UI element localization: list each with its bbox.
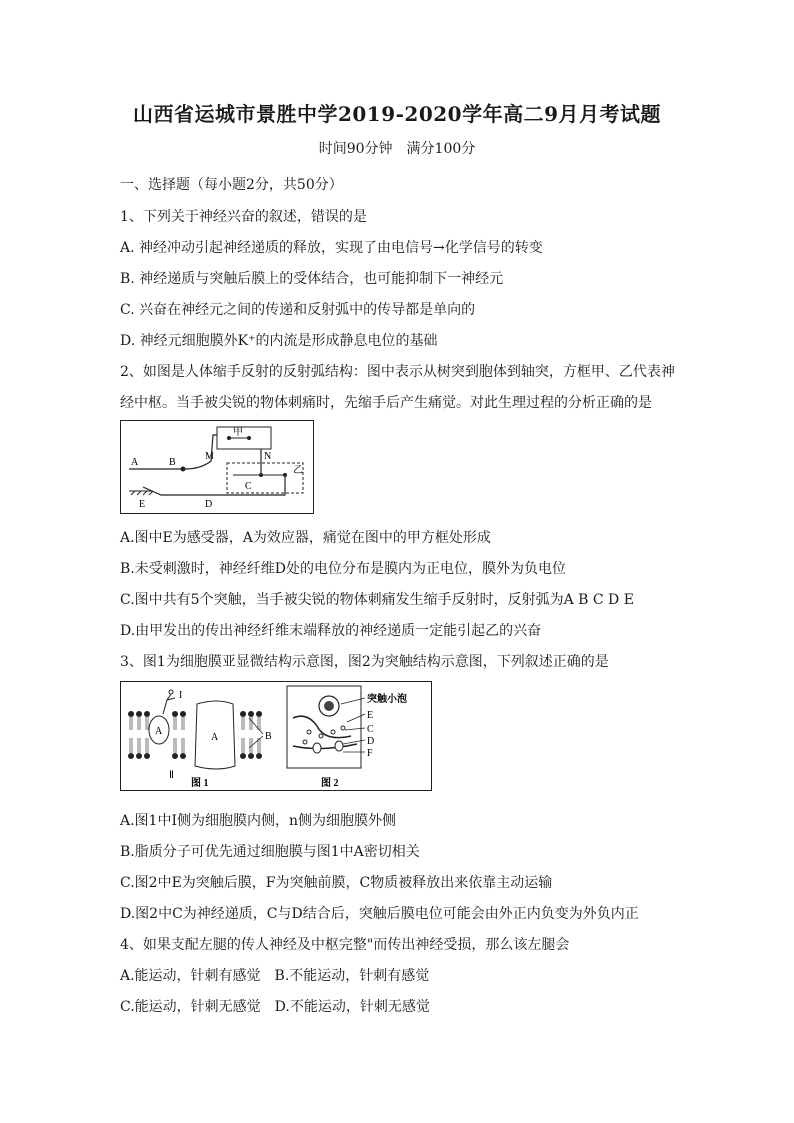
lipid-head-inner [180, 753, 186, 759]
lipid-tail-outer [182, 717, 184, 730]
label-b: B [169, 457, 176, 468]
fig1-label-a-small: A [155, 726, 163, 737]
lipid-head-outer [172, 711, 178, 717]
fig1-label-i: I [179, 690, 183, 701]
section-heading: 一、选择题（每小题2分，共50分） [120, 177, 343, 193]
q3-option-a: A.图1中I侧为细胞膜内侧，n侧为细胞膜外侧 [120, 813, 397, 829]
lipid-head-outer [136, 711, 142, 717]
lipid-head-outer [144, 711, 150, 717]
lipid-head-inner [128, 753, 134, 759]
lipid-head-outer [248, 711, 254, 717]
q2-stem-line2: 经中枢。当手被尖锐的物体刺痛时，先缩手后产生痛觉。对此生理过程的分析正确的是 [120, 395, 652, 411]
q4-stem: 4、如果支配左腿的传人神经及中枢完整"而传出神经受损，那么该左腿会 [120, 937, 570, 953]
lipid-head-inner [136, 753, 142, 759]
fig1-caption: 图 1 [191, 778, 209, 789]
q2-option-d: D.由甲发出的传出神经纤维末端释放的神经递质一定能引起乙的兴奋 [120, 623, 542, 639]
lipid-tail-inner [146, 738, 148, 753]
lipid-tail-outer [138, 717, 140, 730]
q1-option-a: A. 神经冲动引起神经递质的释放，实现了由电信号→化学信号的转变 [120, 240, 543, 256]
lipid-head-outer [256, 711, 262, 717]
label-c: C [245, 481, 252, 492]
fig2-label-vesicle: 突触小泡 [367, 694, 407, 705]
lipid-head-outer [180, 711, 186, 717]
lipid-head-inner [144, 753, 150, 759]
membrane-synapse-figure [120, 681, 432, 791]
q3-option-b: B.脂质分子可优先通过细胞膜与图1中A密切相关 [120, 844, 420, 860]
label-yi: 乙 [293, 465, 303, 476]
fig1-label-b: B [265, 731, 272, 742]
page-title: 山西省运城市景胜中学2019-2020学年高二9月月考试题 [132, 102, 662, 126]
lipid-head-inner [240, 753, 246, 759]
center-yi-box [227, 463, 303, 493]
fig2-label-f: F [367, 748, 373, 759]
q2-stem-line1: 2、如图是人体缩手反射的反射弧结构：图中表示从树突到胞体到轴突，方框甲、乙代表神 [120, 364, 675, 380]
lipid-tail-outer [174, 717, 176, 730]
label-a: A [131, 457, 139, 468]
q3-stem: 3、图1为细胞膜亚显微结构示意图，图2为突触结构示意图，下列叙述正确的是 [120, 654, 609, 670]
fig2-label-c: C [367, 724, 374, 735]
q1-option-c: C. 兴奋在神经元之间的传递和反射弧中的传导都是单向的 [120, 302, 476, 318]
label-d: D [205, 499, 213, 510]
lipid-tail-inner [138, 738, 140, 753]
exam-time-score: 时间90分钟 满分100分 [318, 141, 476, 157]
fig2-caption: 图 2 [321, 778, 339, 789]
lipid-tail-inner [130, 738, 132, 753]
lipid-head-inner [256, 753, 262, 759]
lipid-tail-inner [242, 738, 244, 753]
label-jia: 甲 [233, 427, 243, 438]
lipid-tail-outer [242, 717, 244, 730]
q1-stem: 1、下列关于神经兴奋的叙述，错误的是 [120, 209, 367, 225]
lipid-head-inner [172, 753, 178, 759]
q3-option-d: D.图2中C为神经递质，C与D结合后，突触后膜电位可能会由外正内负变为外负内正 [120, 906, 639, 922]
lipid-tail-outer [146, 717, 148, 730]
lipid-head-outer [128, 711, 134, 717]
fig1-label-ii: Ⅱ [169, 770, 174, 781]
q4-options-ab: A.能运动，针刺有感觉 B.不能运动，针刺有感觉 [120, 968, 430, 984]
lipid-tail-inner [182, 738, 184, 753]
q1-option-b: B. 神经递质与突触后膜上的受体结合，也可能抑制下一神经元 [120, 271, 504, 287]
reflex-arc-figure [120, 420, 314, 514]
lipid-head-outer [240, 711, 246, 717]
q2-option-b: B.未受刺激时，神经纤维D处的电位分布是膜内为正电位，膜外为负电位 [120, 561, 566, 577]
q2-option-c: C.图中共有5个突触，当手被尖锐的物体刺痛发生缩手反射时，反射弧为A B C D E [120, 592, 634, 608]
q1-option-d: D. 神经元细胞膜外K⁺的内流是形成静息电位的基础 [120, 333, 438, 349]
receptor-hatch [129, 491, 153, 495]
lipid-tail-outer [130, 717, 132, 730]
q4-options-cd: C.能运动，针刺无感觉 D.不能运动，针刺无感觉 [120, 999, 430, 1015]
lipid-head-inner [248, 753, 254, 759]
fig2-label-d: D [367, 736, 375, 747]
fig1-label-a-large: A [211, 732, 219, 743]
lipid-tail-inner [174, 738, 176, 753]
label-n: N [264, 451, 272, 462]
label-m: M [205, 451, 214, 462]
q2-option-a: A.图中E为感受器，A为效应器，痛觉在图中的甲方框处形成 [120, 530, 491, 546]
label-e: E [139, 499, 146, 510]
q3-option-c: C.图2中E为突触后膜，F为突触前膜，C物质被释放出来依靠主动运输 [120, 875, 553, 891]
fig2-label-e: E [367, 710, 374, 721]
